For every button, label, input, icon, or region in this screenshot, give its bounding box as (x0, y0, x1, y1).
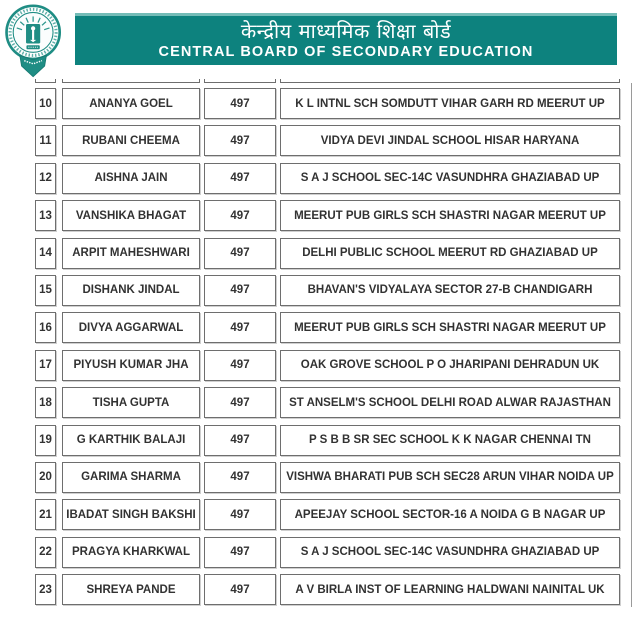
table-row (35, 387, 640, 418)
table-row (35, 312, 640, 343)
student-name-cell: RUBANI CHEEMA (62, 125, 200, 156)
table-row (35, 537, 640, 568)
marks-cell: 497 (204, 425, 276, 456)
school-cell: APEEJAY SCHOOL SECTOR-16 A NOIDA G B NAGAR UP (280, 499, 620, 530)
school-cell: OAK GROVE SCHOOL P O JHARIPANI DEHRADUN UK (280, 350, 620, 381)
header-banner (75, 13, 617, 65)
rank-cell: 13 (35, 200, 56, 231)
board-title-english: CENTRAL BOARD OF SECONDARY EDUCATION (158, 44, 534, 60)
table-row (35, 574, 640, 605)
marks-cell: 497 (204, 312, 276, 343)
student-name-cell: SHREYA PANDE (62, 574, 200, 605)
cropped-name-cell (62, 79, 200, 83)
marks-cell: 497 (204, 238, 276, 269)
board-title-hindi: केन्द्रीय माध्यमिक शिक्षा बोर्ड (240, 19, 452, 43)
marks-cell: 497 (204, 350, 276, 381)
cropped-rank-cell (35, 79, 56, 83)
marks-cell: 497 (204, 163, 276, 194)
rank-cell: 23 (35, 574, 56, 605)
table-row (35, 462, 640, 493)
school-cell: P S B B SR SEC SCHOOL K K NAGAR CHENNAI TN (280, 425, 620, 456)
cropped-school-cell (280, 79, 620, 83)
rank-cell: 17 (35, 350, 56, 381)
results-table (0, 79, 640, 611)
cropped-marks-cell (204, 79, 276, 83)
student-name-cell: GARIMA SHARMA (62, 462, 200, 493)
school-cell: K L INTNL SCH SOMDUTT VIHAR GARH RD MEERUT UP (280, 88, 620, 119)
school-cell: S A J SCHOOL SEC-14C VASUNDHRA GHAZIABAD UP (280, 537, 620, 568)
student-name-cell: DIVYA AGGARWAL (62, 312, 200, 343)
school-cell: VISHWA BHARATI PUB SCH SEC28 ARUN VIHAR NOIDA UP (280, 462, 620, 493)
rank-cell: 16 (35, 312, 56, 343)
cbse-emblem-icon (3, 1, 65, 85)
student-name-cell: TISHA GUPTA (62, 387, 200, 418)
student-name-cell: ANANYA GOEL (62, 88, 200, 119)
marks-cell: 497 (204, 574, 276, 605)
student-name-cell: PRAGYA KHARKWAL (62, 537, 200, 568)
rank-cell: 15 (35, 275, 56, 306)
marks-cell: 497 (204, 275, 276, 306)
student-name-cell: PIYUSH KUMAR JHA (62, 350, 200, 381)
school-cell: ST ANSELM'S SCHOOL DELHI ROAD ALWAR RAJASTHAN (280, 387, 620, 418)
student-name-cell: VANSHIKA BHAGAT (62, 200, 200, 231)
marks-cell: 497 (204, 462, 276, 493)
marks-cell: 497 (204, 499, 276, 530)
school-cell: MEERUT PUB GIRLS SCH SHASTRI NAGAR MEERUT UP (280, 200, 620, 231)
school-cell: DELHI PUBLIC SCHOOL MEERUT RD GHAZIABAD UP (280, 238, 620, 269)
table-rows (0, 88, 640, 605)
rank-cell: 10 (35, 88, 56, 119)
rank-cell: 14 (35, 238, 56, 269)
school-cell: A V BIRLA INST OF LEARNING HALDWANI NAINITAL UK (280, 574, 620, 605)
rank-cell: 12 (35, 163, 56, 194)
student-name-cell: IBADAT SINGH BAKSHI (62, 499, 200, 530)
school-cell: MEERUT PUB GIRLS SCH SHASTRI NAGAR MEERUT UP (280, 312, 620, 343)
rank-cell: 22 (35, 537, 56, 568)
rank-cell: 19 (35, 425, 56, 456)
table-row (35, 88, 640, 119)
student-name-cell: AISHNA JAIN (62, 163, 200, 194)
marks-cell: 497 (204, 88, 276, 119)
student-name-cell: ARPIT MAHESHWARI (62, 238, 200, 269)
table-row (35, 275, 640, 306)
table-row (35, 200, 640, 231)
rank-cell: 18 (35, 387, 56, 418)
rank-cell: 21 (35, 499, 56, 530)
table-row (35, 125, 640, 156)
school-cell: VIDYA DEVI JINDAL SCHOOL HISAR HARYANA (280, 125, 620, 156)
school-cell: BHAVAN'S VIDYALAYA SECTOR 27-B CHANDIGARH (280, 275, 620, 306)
table-row (35, 238, 640, 269)
rank-cell: 20 (35, 462, 56, 493)
table-row (35, 425, 640, 456)
marks-cell: 497 (204, 537, 276, 568)
cropped-row-fragment (35, 79, 640, 83)
student-name-cell: G KARTHIK BALAJI (62, 425, 200, 456)
marks-cell: 497 (204, 125, 276, 156)
school-cell: S A J SCHOOL SEC-14C VASUNDHRA GHAZIABAD UP (280, 163, 620, 194)
table-right-edge-line (631, 83, 632, 607)
rank-cell: 11 (35, 125, 56, 156)
student-name-cell: DISHANK JINDAL (62, 275, 200, 306)
table-row (35, 163, 640, 194)
marks-cell: 497 (204, 387, 276, 418)
table-row (35, 350, 640, 381)
table-row (35, 499, 640, 530)
marks-cell: 497 (204, 200, 276, 231)
